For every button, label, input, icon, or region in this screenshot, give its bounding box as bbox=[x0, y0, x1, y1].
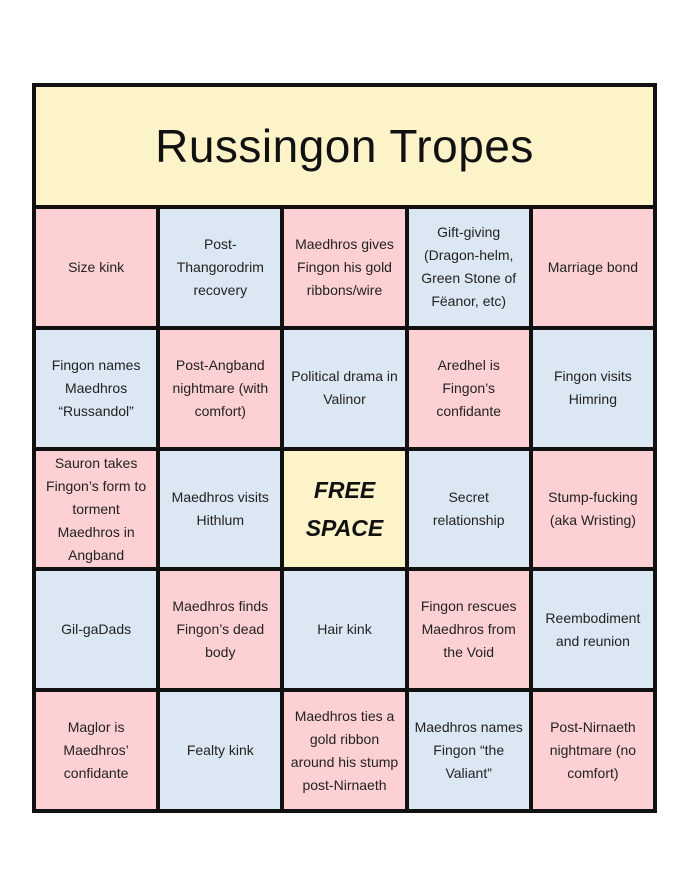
bingo-cell[interactable]: Fingon rescues Maedhros from the Void bbox=[409, 571, 529, 688]
bingo-cell[interactable]: Stump-fucking (aka Wristing) bbox=[533, 451, 653, 568]
bingo-cell[interactable]: Sauron takes Fingon’s form to torment Maedhros in Angband bbox=[36, 451, 156, 568]
bingo-cell[interactable]: Post-Thangorodrim recovery bbox=[160, 209, 280, 326]
bingo-cell[interactable]: Fingon names Maedhros “Russandol” bbox=[36, 330, 156, 447]
bingo-cell[interactable]: Maedhros ties a gold ribbon around his stump post-Nirnaeth bbox=[284, 692, 404, 809]
bingo-cell[interactable]: Gift-giving (Dragon-helm, Green Stone of Fëanor, etc) bbox=[409, 209, 529, 326]
bingo-cell[interactable]: Hair kink bbox=[284, 571, 404, 688]
bingo-cell[interactable]: Fingon visits Himring bbox=[533, 330, 653, 447]
card-title: Russingon Tropes bbox=[36, 87, 653, 205]
bingo-cell[interactable]: Maedhros finds Fingon’s dead body bbox=[160, 571, 280, 688]
bingo-cell[interactable]: Marriage bond bbox=[533, 209, 653, 326]
free-space-cell[interactable]: FREE SPACE bbox=[284, 451, 404, 568]
bingo-cell[interactable]: Post-Nirnaeth nightmare (no comfort) bbox=[533, 692, 653, 809]
bingo-cell[interactable]: Reembodiment and reunion bbox=[533, 571, 653, 688]
bingo-cell[interactable]: Secret relationship bbox=[409, 451, 529, 568]
bingo-cell[interactable]: Post-Angband nightmare (with comfort) bbox=[160, 330, 280, 447]
bingo-cell[interactable]: Maedhros visits Hithlum bbox=[160, 451, 280, 568]
bingo-cell[interactable]: Maglor is Maedhros’ confidante bbox=[36, 692, 156, 809]
bingo-cell[interactable]: Size kink bbox=[36, 209, 156, 326]
bingo-cell[interactable]: Gil-gaDads bbox=[36, 571, 156, 688]
bingo-cell[interactable]: Fealty kink bbox=[160, 692, 280, 809]
bingo-cell[interactable]: Maedhros gives Fingon his gold ribbons/wire bbox=[284, 209, 404, 326]
bingo-cell[interactable]: Aredhel is Fingon’s confidante bbox=[409, 330, 529, 447]
bingo-card bbox=[32, 83, 657, 813]
bingo-cell[interactable]: Political drama in Valinor bbox=[284, 330, 404, 447]
bingo-cell[interactable]: Maedhros names Fingon “the Valiant” bbox=[409, 692, 529, 809]
